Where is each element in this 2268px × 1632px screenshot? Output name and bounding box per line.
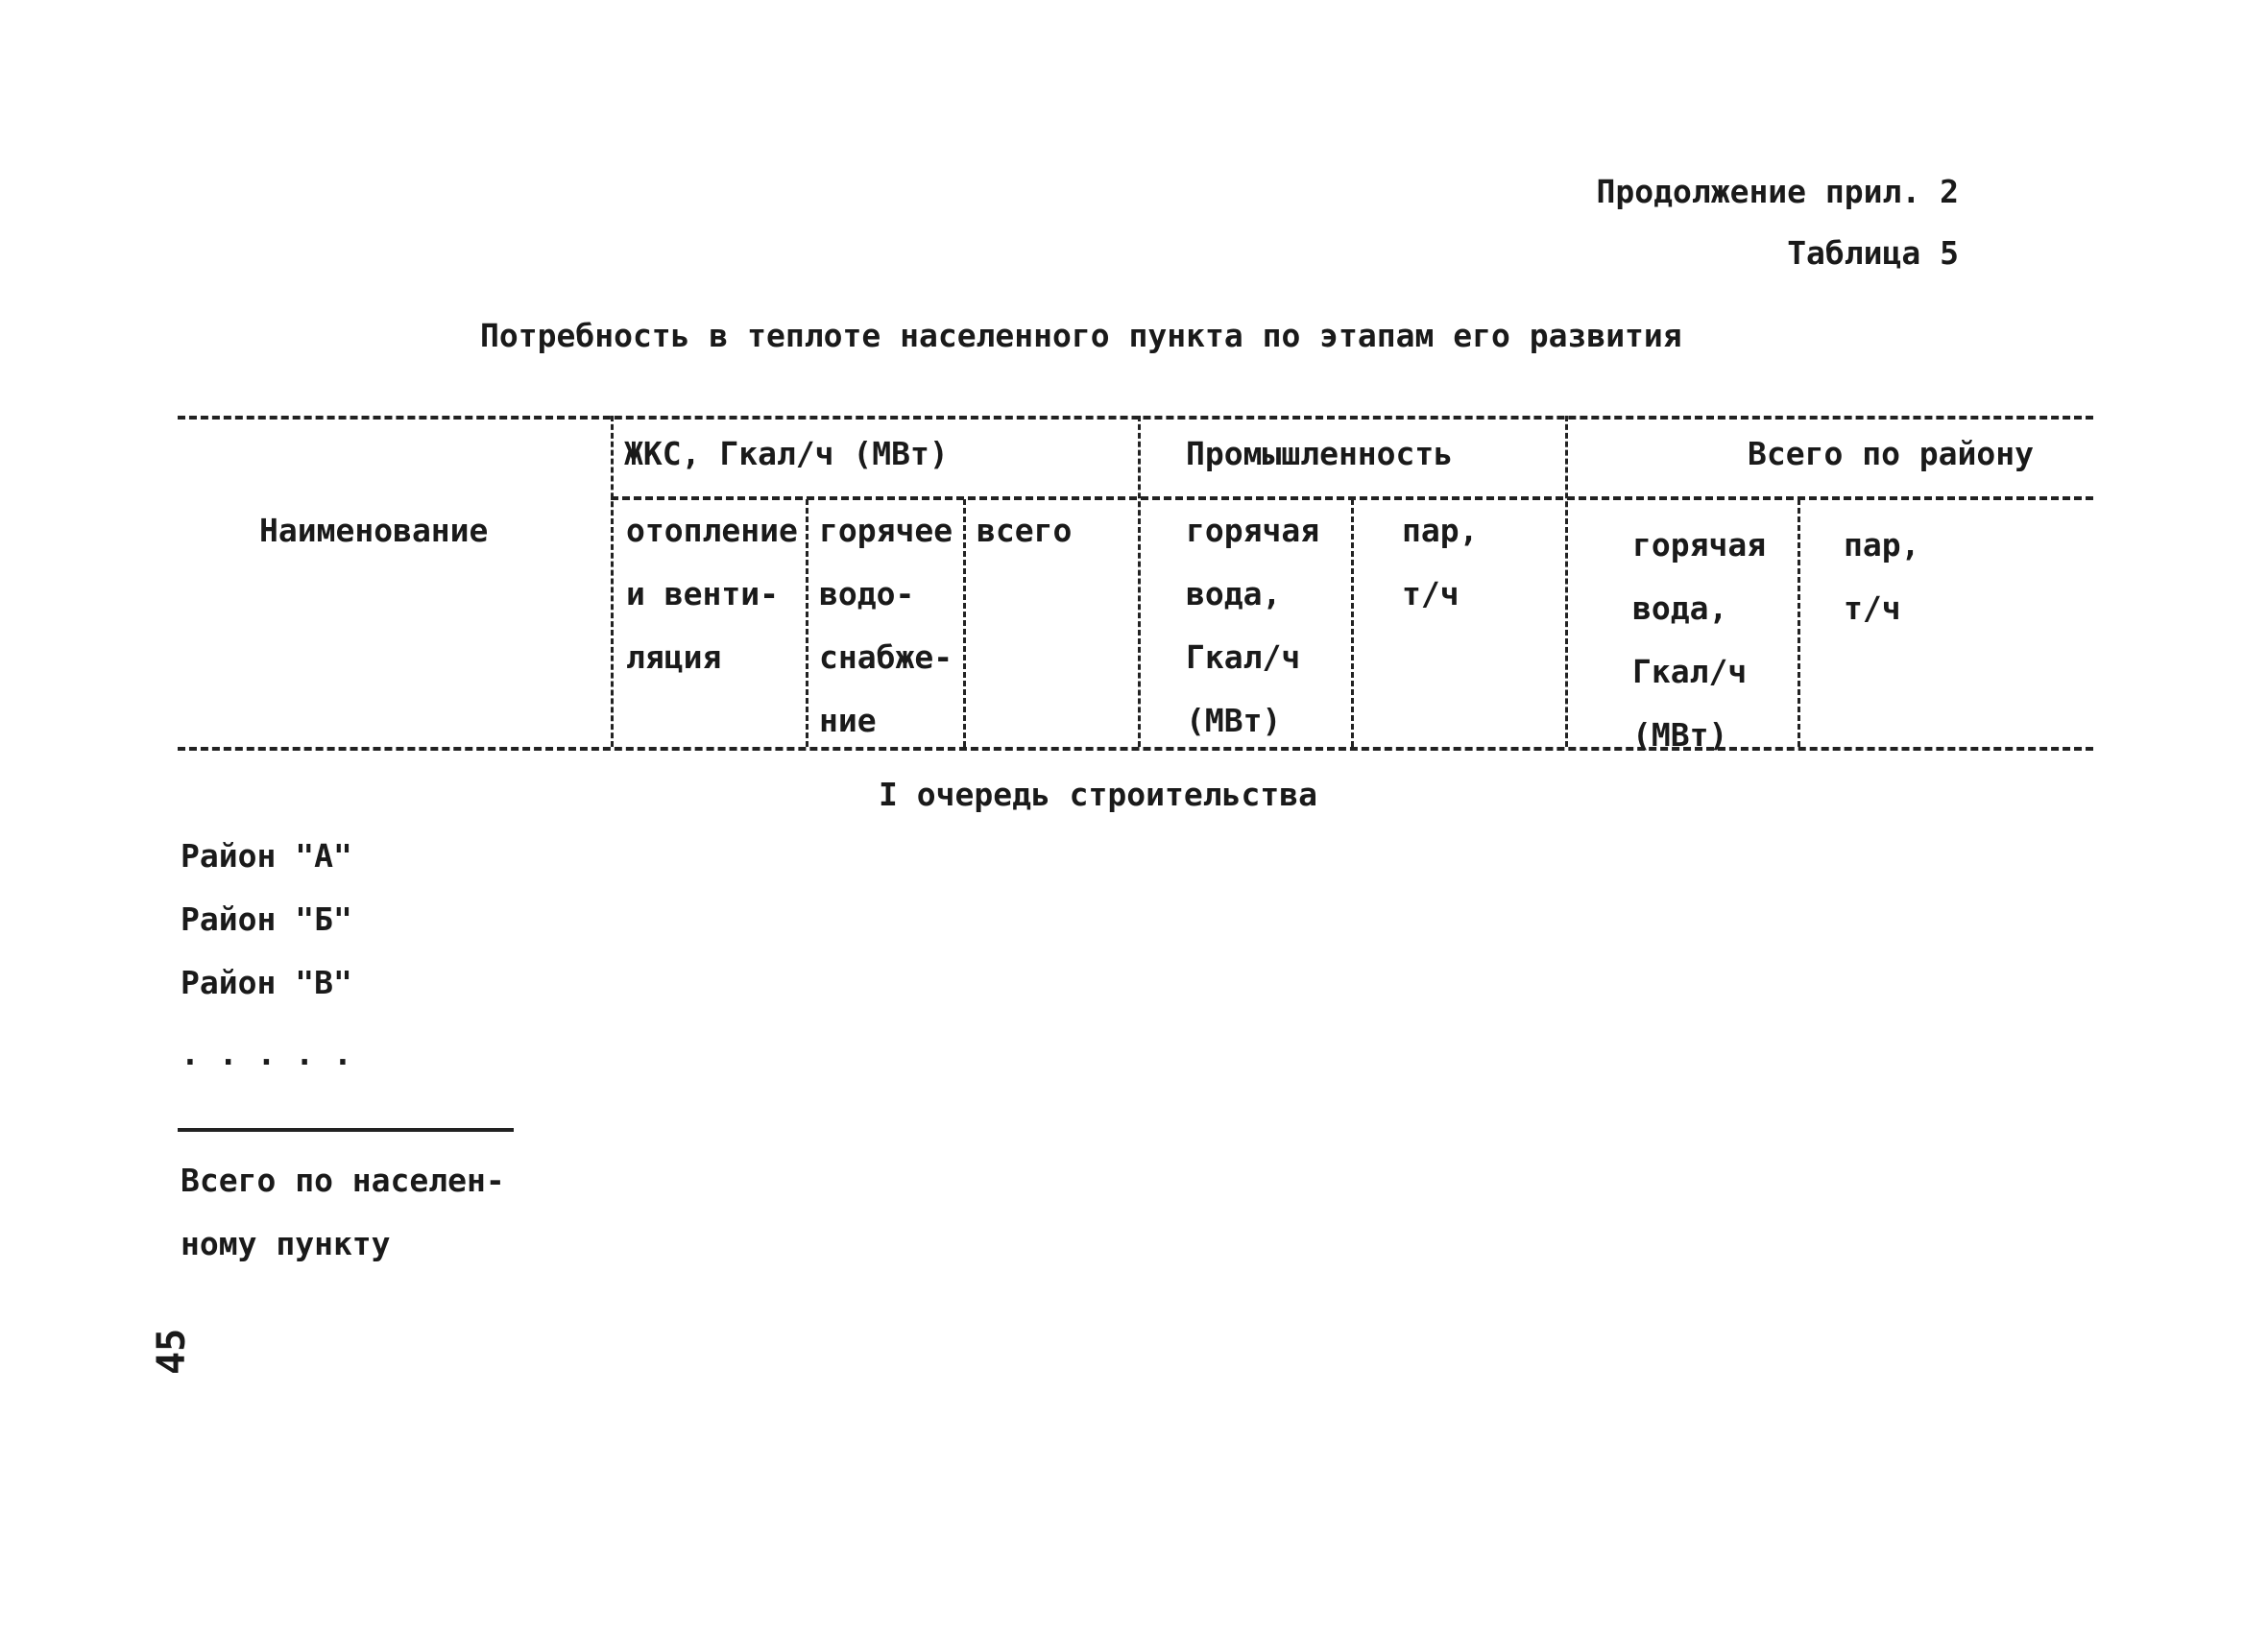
group-header-district-total: Всего по району bbox=[1748, 435, 2035, 472]
table-top-border bbox=[178, 416, 2093, 420]
row-label: Район "В" bbox=[181, 964, 352, 1001]
col-header-district-hot-water: горячая вода, Гкал/ч (МВт) bbox=[1632, 526, 1767, 754]
page-number: 45 bbox=[150, 1328, 194, 1375]
row-label: Район "А" bbox=[181, 837, 352, 875]
ellipsis: . . . . . bbox=[181, 1035, 352, 1072]
continuation-note: Продолжение прил. 2 bbox=[1596, 173, 1959, 210]
table-label: Таблица 5 bbox=[1787, 234, 1959, 272]
col-header-name: Наименование bbox=[259, 512, 489, 549]
col-divider bbox=[1565, 416, 1568, 747]
section-title: I очередь строительства bbox=[879, 776, 1317, 813]
col-header-zhks-heating: отопление и венти- ляция bbox=[626, 512, 798, 676]
header-bottom-border bbox=[178, 747, 2093, 751]
col-divider bbox=[611, 416, 614, 747]
col-header-industry-steam: пар, т/ч bbox=[1402, 512, 1479, 612]
total-label-line2: ному пункту bbox=[181, 1225, 391, 1262]
col-divider bbox=[806, 499, 808, 747]
row-label: Район "Б" bbox=[181, 900, 352, 938]
col-header-zhks-hot-water: горячее водо- снабже- ние bbox=[819, 512, 953, 739]
group-header-industry: Промышленность bbox=[1186, 435, 1454, 472]
total-separator bbox=[178, 1128, 514, 1132]
col-divider bbox=[1351, 499, 1354, 747]
group-header-zhks: ЖКС, Гкал/ч (МВт) bbox=[624, 435, 949, 472]
total-label-line1: Всего по населен- bbox=[181, 1162, 505, 1199]
table-title: Потребность в теплоте населенного пункта по этапам его развития bbox=[480, 317, 1682, 354]
col-header-district-steam: пар, т/ч bbox=[1844, 526, 1920, 627]
col-divider bbox=[963, 499, 966, 747]
col-divider bbox=[1138, 416, 1141, 747]
col-divider bbox=[1798, 499, 1800, 747]
col-header-zhks-total: всего bbox=[977, 512, 1073, 549]
col-header-industry-hot-water: горячая вода, Гкал/ч (МВт) bbox=[1186, 512, 1320, 739]
